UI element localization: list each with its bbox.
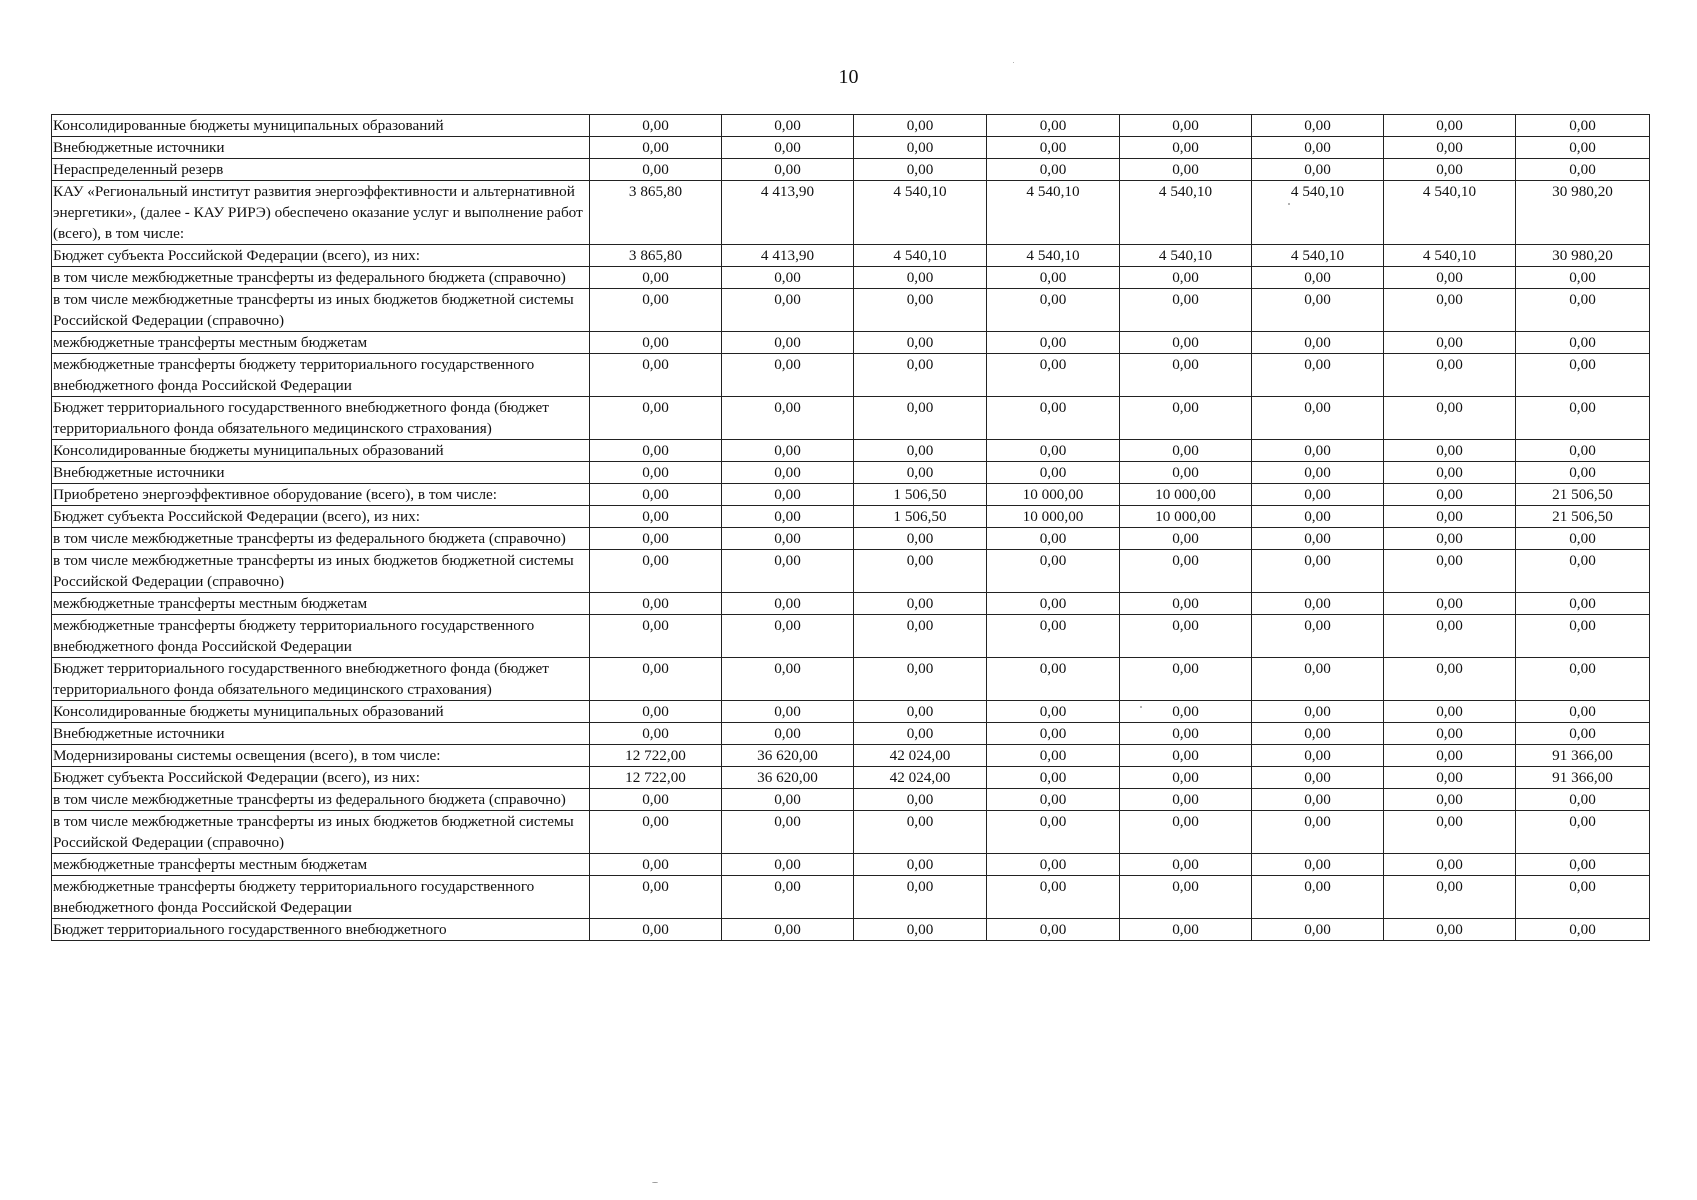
row-value-3: 0,00 xyxy=(854,440,987,462)
table-row xyxy=(52,789,1650,811)
row-value-2: 0,00 xyxy=(722,723,854,745)
row-value-1: 0,00 xyxy=(590,789,722,811)
row-value-8: 91 366,00 xyxy=(1516,767,1650,789)
row-value-3: 42 024,00 xyxy=(854,767,987,789)
row-value-2: 0,00 xyxy=(722,506,854,528)
row-value-4: 0,00 xyxy=(987,550,1120,593)
row-value-6: 0,00 xyxy=(1252,115,1384,137)
row-value-7: 0,00 xyxy=(1384,919,1516,941)
row-value-2: 36 620,00 xyxy=(722,767,854,789)
row-value-8: 21 506,50 xyxy=(1516,484,1650,506)
row-value-1: 0,00 xyxy=(590,484,722,506)
table-row xyxy=(52,332,1650,354)
table-row xyxy=(52,701,1650,723)
row-value-6: 0,00 xyxy=(1252,289,1384,332)
row-value-8: 21 506,50 xyxy=(1516,506,1650,528)
row-value-5: 0,00 xyxy=(1120,876,1252,919)
row-value-2: 0,00 xyxy=(722,854,854,876)
row-value-7: 0,00 xyxy=(1384,115,1516,137)
row-value-7: 0,00 xyxy=(1384,137,1516,159)
row-value-7: 0,00 xyxy=(1384,528,1516,550)
table-row xyxy=(52,745,1650,767)
row-label: КАУ «Региональный институт развития энергоэффективности и альтернативной энергетики», (далее - КАУ РИРЭ) обеспечено оказание услуг и выполнение работ (всего), в том числе: xyxy=(52,181,590,245)
table-row xyxy=(52,767,1650,789)
row-value-8: 30 980,20 xyxy=(1516,181,1650,245)
row-value-3: 0,00 xyxy=(854,854,987,876)
row-value-2: 0,00 xyxy=(722,876,854,919)
row-label: Бюджет субъекта Российской Федерации (всего), из них: xyxy=(52,767,590,789)
row-value-4: 0,00 xyxy=(987,354,1120,397)
row-value-8: 91 366,00 xyxy=(1516,745,1650,767)
row-value-3: 4 540,10 xyxy=(854,245,987,267)
row-value-4: 0,00 xyxy=(987,332,1120,354)
row-value-5: 0,00 xyxy=(1120,811,1252,854)
row-value-1: 12 722,00 xyxy=(590,767,722,789)
row-value-7: 0,00 xyxy=(1384,506,1516,528)
row-value-4: 0,00 xyxy=(987,723,1120,745)
row-value-5: 0,00 xyxy=(1120,658,1252,701)
row-value-6: 0,00 xyxy=(1252,332,1384,354)
row-value-5: 0,00 xyxy=(1120,528,1252,550)
row-value-6: 0,00 xyxy=(1252,137,1384,159)
row-value-3: 0,00 xyxy=(854,876,987,919)
row-value-2: 0,00 xyxy=(722,137,854,159)
row-value-3: 0,00 xyxy=(854,658,987,701)
row-value-2: 0,00 xyxy=(722,658,854,701)
row-value-2: 0,00 xyxy=(722,593,854,615)
row-value-4: 0,00 xyxy=(987,267,1120,289)
row-value-4: 0,00 xyxy=(987,767,1120,789)
row-value-5: 0,00 xyxy=(1120,723,1252,745)
row-label: Бюджет территориального государственного внебюджетного фонда (бюджет территориального фонда обязательного медицинского страхования) xyxy=(52,658,590,701)
row-value-8: 0,00 xyxy=(1516,876,1650,919)
row-label: межбюджетные трансферты местным бюджетам xyxy=(52,332,590,354)
row-value-2: 0,00 xyxy=(722,289,854,332)
table-row xyxy=(52,854,1650,876)
row-value-1: 12 722,00 xyxy=(590,745,722,767)
row-value-3: 4 540,10 xyxy=(854,181,987,245)
row-label: в том числе межбюджетные трансферты из федерального бюджета (справочно) xyxy=(52,267,590,289)
row-value-3: 0,00 xyxy=(854,159,987,181)
row-label: в том числе межбюджетные трансферты из федерального бюджета (справочно) xyxy=(52,789,590,811)
row-value-6: 0,00 xyxy=(1252,876,1384,919)
row-value-8: 0,00 xyxy=(1516,354,1650,397)
row-value-4: 0,00 xyxy=(987,789,1120,811)
row-value-7: 0,00 xyxy=(1384,854,1516,876)
row-value-7: 0,00 xyxy=(1384,289,1516,332)
row-value-1: 0,00 xyxy=(590,615,722,658)
row-value-3: 0,00 xyxy=(854,397,987,440)
row-value-1: 0,00 xyxy=(590,701,722,723)
row-value-3: 1 506,50 xyxy=(854,506,987,528)
row-value-5: 0,00 xyxy=(1120,332,1252,354)
row-value-5: 0,00 xyxy=(1120,159,1252,181)
row-value-6: 0,00 xyxy=(1252,267,1384,289)
table-row xyxy=(52,919,1650,941)
row-label: в том числе межбюджетные трансферты из иных бюджетов бюджетной системы Российской Федерации (справочно) xyxy=(52,811,590,854)
table-row xyxy=(52,289,1650,332)
row-value-2: 0,00 xyxy=(722,159,854,181)
row-value-4: 0,00 xyxy=(987,462,1120,484)
row-value-6: 0,00 xyxy=(1252,528,1384,550)
table-row xyxy=(52,723,1650,745)
row-value-3: 0,00 xyxy=(854,267,987,289)
row-value-8: 0,00 xyxy=(1516,289,1650,332)
row-value-4: 0,00 xyxy=(987,919,1120,941)
row-value-2: 4 413,90 xyxy=(722,245,854,267)
row-value-4: 0,00 xyxy=(987,854,1120,876)
table-row xyxy=(52,876,1650,919)
row-value-1: 0,00 xyxy=(590,854,722,876)
table-row xyxy=(52,528,1650,550)
row-value-6: 0,00 xyxy=(1252,550,1384,593)
row-value-4: 10 000,00 xyxy=(987,506,1120,528)
row-label: межбюджетные трансферты бюджету территориального государственного внебюджетного фонда Российской Федерации xyxy=(52,354,590,397)
row-value-7: 0,00 xyxy=(1384,876,1516,919)
row-value-5: 0,00 xyxy=(1120,440,1252,462)
row-value-7: 0,00 xyxy=(1384,593,1516,615)
row-value-7: 0,00 xyxy=(1384,789,1516,811)
row-value-3: 0,00 xyxy=(854,550,987,593)
row-value-5: 0,00 xyxy=(1120,789,1252,811)
row-value-7: 0,00 xyxy=(1384,462,1516,484)
row-value-2: 0,00 xyxy=(722,440,854,462)
row-value-8: 0,00 xyxy=(1516,528,1650,550)
row-value-7: 0,00 xyxy=(1384,484,1516,506)
row-value-5: 0,00 xyxy=(1120,745,1252,767)
row-value-1: 3 865,80 xyxy=(590,245,722,267)
row-label: межбюджетные трансферты местным бюджетам xyxy=(52,593,590,615)
table-row xyxy=(52,245,1650,267)
row-label: Консолидированные бюджеты муниципальных образований xyxy=(52,701,590,723)
row-label: в том числе межбюджетные трансферты из иных бюджетов бюджетной системы Российской Федерации (справочно) xyxy=(52,289,590,332)
row-label: Приобретено энергоэффективное оборудование (всего), в том числе: xyxy=(52,484,590,506)
row-label: Нераспределенный резерв xyxy=(52,159,590,181)
row-value-1: 0,00 xyxy=(590,550,722,593)
row-value-3: 0,00 xyxy=(854,137,987,159)
row-value-3: 0,00 xyxy=(854,528,987,550)
row-value-2: 0,00 xyxy=(722,811,854,854)
row-value-2: 4 413,90 xyxy=(722,181,854,245)
row-value-2: 0,00 xyxy=(722,462,854,484)
table-row xyxy=(52,137,1650,159)
row-value-7: 0,00 xyxy=(1384,615,1516,658)
table-row xyxy=(52,550,1650,593)
row-value-6: 0,00 xyxy=(1252,397,1384,440)
table-row xyxy=(52,159,1650,181)
row-value-2: 0,00 xyxy=(722,550,854,593)
row-value-3: 0,00 xyxy=(854,289,987,332)
row-value-8: 0,00 xyxy=(1516,159,1650,181)
row-value-3: 42 024,00 xyxy=(854,745,987,767)
row-value-6: 0,00 xyxy=(1252,159,1384,181)
scan-speck xyxy=(1013,62,1014,63)
row-value-4: 4 540,10 xyxy=(987,245,1120,267)
row-value-4: 10 000,00 xyxy=(987,484,1120,506)
row-value-6: 0,00 xyxy=(1252,767,1384,789)
table-row xyxy=(52,115,1650,137)
row-value-2: 0,00 xyxy=(722,701,854,723)
row-value-8: 0,00 xyxy=(1516,397,1650,440)
row-value-5: 0,00 xyxy=(1120,919,1252,941)
row-value-1: 0,00 xyxy=(590,332,722,354)
row-value-1: 3 865,80 xyxy=(590,181,722,245)
table-body xyxy=(52,115,1650,941)
row-label: Консолидированные бюджеты муниципальных образований xyxy=(52,440,590,462)
row-value-6: 0,00 xyxy=(1252,723,1384,745)
budget-table xyxy=(51,114,1650,941)
row-label: в том числе межбюджетные трансферты из иных бюджетов бюджетной системы Российской Федерации (справочно) xyxy=(52,550,590,593)
row-value-6: 0,00 xyxy=(1252,506,1384,528)
row-value-4: 4 540,10 xyxy=(987,181,1120,245)
table-row xyxy=(52,354,1650,397)
table-row xyxy=(52,811,1650,854)
row-value-8: 0,00 xyxy=(1516,137,1650,159)
row-value-1: 0,00 xyxy=(590,159,722,181)
row-value-4: 0,00 xyxy=(987,593,1120,615)
row-value-5: 0,00 xyxy=(1120,137,1252,159)
row-value-8: 0,00 xyxy=(1516,919,1650,941)
row-value-4: 0,00 xyxy=(987,115,1120,137)
row-value-8: 0,00 xyxy=(1516,550,1650,593)
row-label: межбюджетные трансферты бюджету территориального государственного внебюджетного фонда Российской Федерации xyxy=(52,876,590,919)
row-value-5: 10 000,00 xyxy=(1120,484,1252,506)
row-value-5: 0,00 xyxy=(1120,267,1252,289)
row-value-8: 0,00 xyxy=(1516,658,1650,701)
row-value-6: 0,00 xyxy=(1252,919,1384,941)
row-value-3: 0,00 xyxy=(854,115,987,137)
row-value-2: 0,00 xyxy=(722,615,854,658)
scan-speck xyxy=(1288,203,1290,205)
row-value-6: 0,00 xyxy=(1252,462,1384,484)
row-value-5: 0,00 xyxy=(1120,767,1252,789)
row-value-3: 0,00 xyxy=(854,723,987,745)
row-value-7: 0,00 xyxy=(1384,811,1516,854)
row-value-5: 0,00 xyxy=(1120,550,1252,593)
row-value-7: 4 540,10 xyxy=(1384,245,1516,267)
row-value-7: 0,00 xyxy=(1384,354,1516,397)
row-value-2: 36 620,00 xyxy=(722,745,854,767)
row-value-4: 0,00 xyxy=(987,615,1120,658)
row-value-4: 0,00 xyxy=(987,159,1120,181)
row-value-6: 0,00 xyxy=(1252,354,1384,397)
row-value-3: 0,00 xyxy=(854,615,987,658)
row-value-4: 0,00 xyxy=(987,701,1120,723)
row-value-2: 0,00 xyxy=(722,267,854,289)
row-value-3: 0,00 xyxy=(854,789,987,811)
row-label: Внебюджетные источники xyxy=(52,723,590,745)
row-label: в том числе межбюджетные трансферты из федерального бюджета (справочно) xyxy=(52,528,590,550)
row-value-1: 0,00 xyxy=(590,397,722,440)
scan-speck xyxy=(1140,706,1142,708)
row-value-2: 0,00 xyxy=(722,115,854,137)
row-value-6: 0,00 xyxy=(1252,854,1384,876)
row-value-8: 0,00 xyxy=(1516,267,1650,289)
row-value-7: 0,00 xyxy=(1384,397,1516,440)
row-label: Бюджет субъекта Российской Федерации (всего), из них: xyxy=(52,245,590,267)
row-value-4: 0,00 xyxy=(987,745,1120,767)
page-number: 10 xyxy=(838,66,859,88)
row-value-3: 0,00 xyxy=(854,919,987,941)
row-value-8: 0,00 xyxy=(1516,723,1650,745)
row-value-6: 0,00 xyxy=(1252,593,1384,615)
row-value-5: 0,00 xyxy=(1120,354,1252,397)
row-value-8: 0,00 xyxy=(1516,115,1650,137)
row-value-7: 0,00 xyxy=(1384,159,1516,181)
row-value-8: 0,00 xyxy=(1516,701,1650,723)
row-value-1: 0,00 xyxy=(590,811,722,854)
row-value-7: 0,00 xyxy=(1384,745,1516,767)
row-value-4: 0,00 xyxy=(987,440,1120,462)
row-value-4: 0,00 xyxy=(987,137,1120,159)
row-value-1: 0,00 xyxy=(590,354,722,397)
row-value-3: 0,00 xyxy=(854,811,987,854)
row-value-8: 0,00 xyxy=(1516,462,1650,484)
row-value-5: 0,00 xyxy=(1120,462,1252,484)
row-value-3: 1 506,50 xyxy=(854,484,987,506)
row-value-6: 0,00 xyxy=(1252,658,1384,701)
row-value-2: 0,00 xyxy=(722,397,854,440)
row-value-7: 0,00 xyxy=(1384,440,1516,462)
row-value-6: 0,00 xyxy=(1252,440,1384,462)
table-row xyxy=(52,440,1650,462)
row-value-3: 0,00 xyxy=(854,593,987,615)
row-value-3: 0,00 xyxy=(854,462,987,484)
row-label: Бюджет субъекта Российской Федерации (всего), из них: xyxy=(52,506,590,528)
row-value-5: 0,00 xyxy=(1120,854,1252,876)
row-value-6: 0,00 xyxy=(1252,789,1384,811)
row-value-1: 0,00 xyxy=(590,723,722,745)
table-row xyxy=(52,267,1650,289)
row-value-5: 10 000,00 xyxy=(1120,506,1252,528)
row-value-4: 0,00 xyxy=(987,289,1120,332)
row-value-1: 0,00 xyxy=(590,919,722,941)
row-value-7: 0,00 xyxy=(1384,550,1516,593)
row-value-1: 0,00 xyxy=(590,289,722,332)
row-label: Внебюджетные источники xyxy=(52,462,590,484)
row-value-1: 0,00 xyxy=(590,506,722,528)
row-value-5: 0,00 xyxy=(1120,593,1252,615)
row-value-8: 0,00 xyxy=(1516,789,1650,811)
row-value-2: 0,00 xyxy=(722,332,854,354)
row-value-1: 0,00 xyxy=(590,528,722,550)
row-value-5: 0,00 xyxy=(1120,701,1252,723)
row-value-8: 30 980,20 xyxy=(1516,245,1650,267)
table-row xyxy=(52,462,1650,484)
table-row xyxy=(52,593,1650,615)
table-row xyxy=(52,181,1650,245)
row-label: Консолидированные бюджеты муниципальных образований xyxy=(52,115,590,137)
row-value-5: 4 540,10 xyxy=(1120,245,1252,267)
row-value-2: 0,00 xyxy=(722,789,854,811)
row-value-1: 0,00 xyxy=(590,876,722,919)
row-value-8: 0,00 xyxy=(1516,593,1650,615)
row-value-5: 4 540,10 xyxy=(1120,181,1252,245)
row-label: межбюджетные трансферты местным бюджетам xyxy=(52,854,590,876)
row-value-3: 0,00 xyxy=(854,332,987,354)
row-value-8: 0,00 xyxy=(1516,615,1650,658)
scan-speck xyxy=(652,1182,658,1183)
row-value-4: 0,00 xyxy=(987,811,1120,854)
row-value-4: 0,00 xyxy=(987,658,1120,701)
row-value-1: 0,00 xyxy=(590,440,722,462)
row-value-4: 0,00 xyxy=(987,528,1120,550)
row-value-3: 0,00 xyxy=(854,701,987,723)
row-value-1: 0,00 xyxy=(590,462,722,484)
row-value-8: 0,00 xyxy=(1516,811,1650,854)
row-value-6: 0,00 xyxy=(1252,811,1384,854)
row-value-1: 0,00 xyxy=(590,267,722,289)
row-label: Бюджет территориального государственного внебюджетного фонда (бюджет территориального фонда обязательного медицинского страхования) xyxy=(52,397,590,440)
row-label: Модернизированы системы освещения (всего), в том числе: xyxy=(52,745,590,767)
row-value-7: 0,00 xyxy=(1384,767,1516,789)
row-value-1: 0,00 xyxy=(590,593,722,615)
table-row xyxy=(52,506,1650,528)
row-value-4: 0,00 xyxy=(987,397,1120,440)
row-value-2: 0,00 xyxy=(722,919,854,941)
row-value-7: 0,00 xyxy=(1384,701,1516,723)
row-value-1: 0,00 xyxy=(590,115,722,137)
row-value-5: 0,00 xyxy=(1120,289,1252,332)
row-value-5: 0,00 xyxy=(1120,615,1252,658)
row-value-2: 0,00 xyxy=(722,528,854,550)
row-value-5: 0,00 xyxy=(1120,115,1252,137)
table-row xyxy=(52,615,1650,658)
row-label: межбюджетные трансферты бюджету территориального государственного внебюджетного фонда Российской Федерации xyxy=(52,615,590,658)
row-value-6: 4 540,10 xyxy=(1252,181,1384,245)
row-value-6: 0,00 xyxy=(1252,615,1384,658)
row-value-8: 0,00 xyxy=(1516,854,1650,876)
row-value-2: 0,00 xyxy=(722,354,854,397)
table-row xyxy=(52,397,1650,440)
row-value-7: 0,00 xyxy=(1384,267,1516,289)
row-value-6: 0,00 xyxy=(1252,745,1384,767)
row-value-8: 0,00 xyxy=(1516,332,1650,354)
row-value-3: 0,00 xyxy=(854,354,987,397)
row-value-6: 0,00 xyxy=(1252,701,1384,723)
table-row xyxy=(52,484,1650,506)
row-value-7: 4 540,10 xyxy=(1384,181,1516,245)
row-label: Внебюджетные источники xyxy=(52,137,590,159)
row-value-5: 0,00 xyxy=(1120,397,1252,440)
row-value-1: 0,00 xyxy=(590,658,722,701)
row-value-4: 0,00 xyxy=(987,876,1120,919)
row-value-7: 0,00 xyxy=(1384,332,1516,354)
row-value-7: 0,00 xyxy=(1384,658,1516,701)
table-row xyxy=(52,658,1650,701)
row-value-6: 4 540,10 xyxy=(1252,245,1384,267)
row-value-6: 0,00 xyxy=(1252,484,1384,506)
row-value-2: 0,00 xyxy=(722,484,854,506)
row-label: Бюджет территориального государственного внебюджетного xyxy=(52,919,590,941)
row-value-8: 0,00 xyxy=(1516,440,1650,462)
row-value-7: 0,00 xyxy=(1384,723,1516,745)
row-value-1: 0,00 xyxy=(590,137,722,159)
